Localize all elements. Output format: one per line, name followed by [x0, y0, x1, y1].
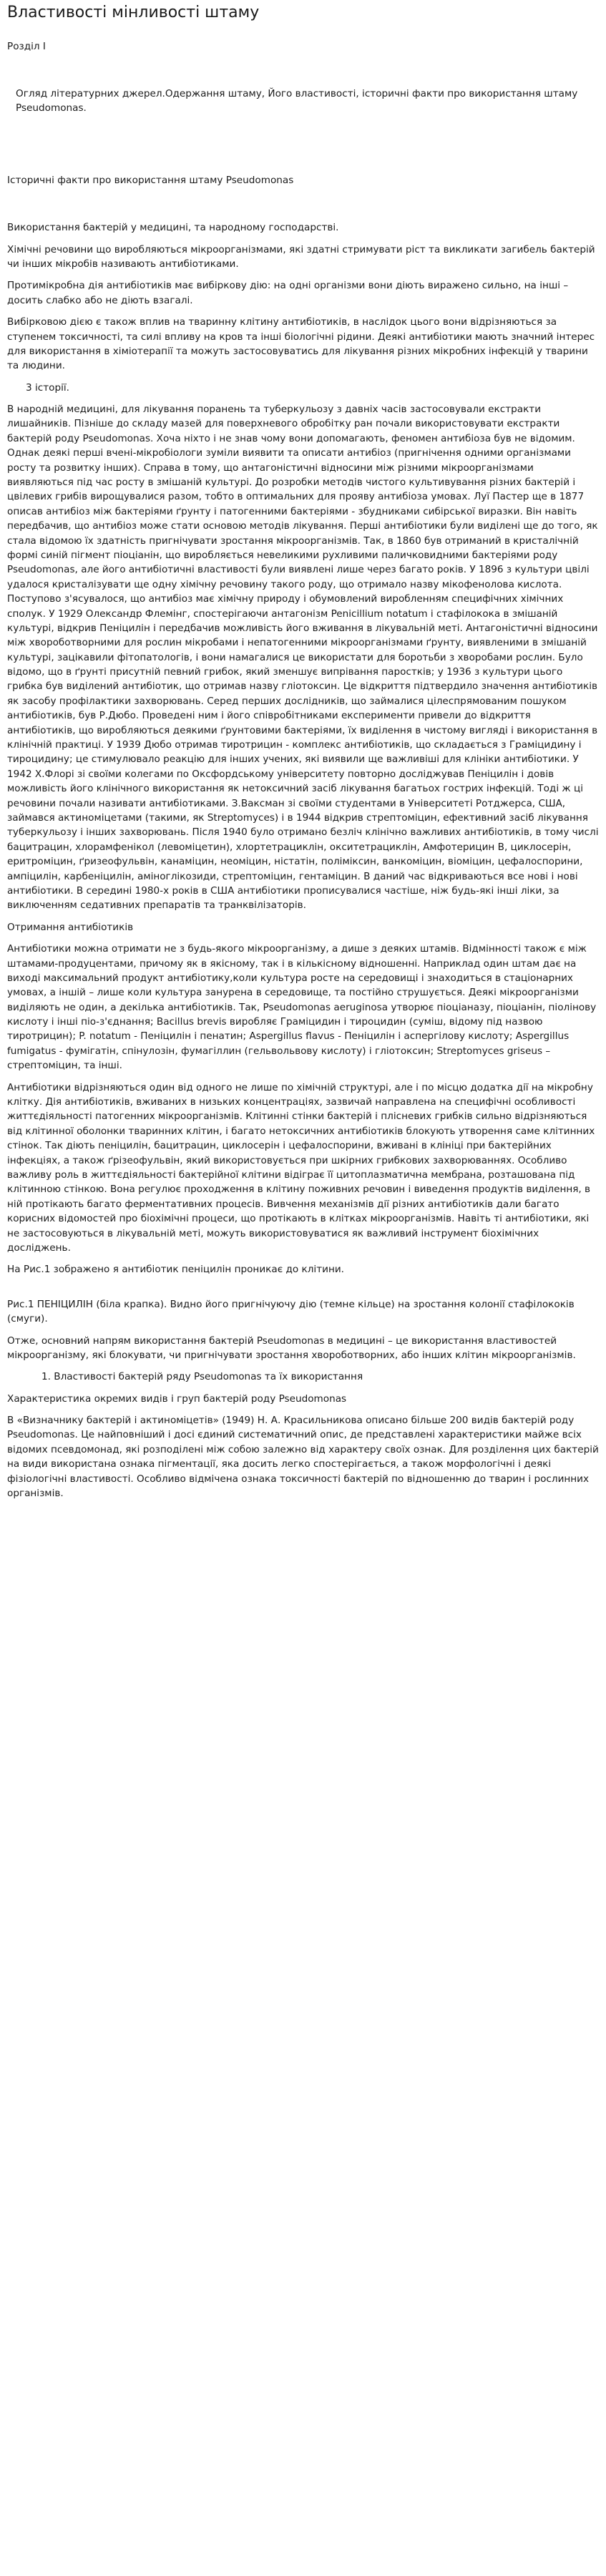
history-heading: Історичні факти про використання штаму Pseudomonas [7, 174, 294, 186]
paragraph-summary: Отже, основний напрям використання бактерій Pseudomonas в медицині – це використання властивостей мікроорганізму, які блокувати, чи пригнічувати зростання хвороботворних, або інших клітин мікроорганізмів. [7, 1335, 576, 1361]
list-item: 1. Властивості бактерій ряду Pseudomonas та їх використання [41, 1371, 363, 1383]
paragraph-selective-action: Протимікробна дія антибіотиків має вибіркову дію: на одні організми вони діють виражено сильно, на інші – досить слабко або не діють взагалі. [7, 280, 569, 306]
figure-reference: На Рис.1 зображено я антибіотик пеніцилін проникає до клітини. [7, 1264, 344, 1276]
characteristics-heading: Характеристика окремих видів і груп бактерій роду Pseudomonas [7, 1392, 347, 1405]
paragraph-characteristics: В «Визначнику бактерій і актиноміцетів» (1949) Н. А. Красильникова описано більше 200 видів бактерій роду Pseudomonas. Це найповніший і досі єдиний систематичний опис, де представлені характеристики майже всіх відомих псевдомонад, які розподілені між собою залежно від характеру своїх ознак. Для розділення цих бактерій на види використана ознака пігментації, яка досить легко спостерігається, а також морфологічні і деякі фізіологічні властивості. Особливо відмічена ознака токсичності бактерій по відношенню до тварин і рослинних організмів. [7, 1415, 599, 1500]
use-heading: Використання бактерій у медицині, та народному господарстві. [7, 222, 339, 234]
section-label: Розділ І [7, 40, 46, 52]
paragraph-obtaining: Антибіотики можна отримати не з будь-якого мікроорганізму, а дише з деяких штамів. Відмінності також є між штамами-продуцентами, причому як в якісному, так і в кількісному відношенні. Наприклад один штам дає на виході максимальний продукт антибіотику,коли культура росте на середовищі і знаходиться в стаціонарних умовах, а іншій – лише коли культура занурена в середовище, та постійно струшується. Деякі мікроорганізми виділяють не один, а декілька антибіотиків. Так, Pseudomonas aeruginosa утворює піоціаназу, піоціанін, піолінову кислоту і інші піо-з'єднання; Bacillus brevis виробляє Грамiцидин і тироцидин (суміш, відому під назвою тиротрицин); P. notatum - Пеніцилін і пенатин; Aspergillus flavus - Пеніцилін і аспергілову кислоту; Aspergillus fumigatus - фумігатін, спінулозін, фумагіллин (гельвольвову кислоту) і гліотоксин; Streptomyces griseus – стрептоміцин, та інші. [7, 943, 597, 1072]
history-label: 3 історії. [26, 381, 69, 394]
figure-caption: Рис.1 ПЕНІЦИЛІН (біла крапка). Видно його пригнічуючу дію (темне кільце) на зростання колонії стафілококів (смуги). [7, 1298, 575, 1325]
paragraph-mechanism: Антибіотики відрізняються один від одного не лише по хімічній структурі, але і по місцю додатка дії на мікробну клітку. Дія антибіотиків, вживаних в низьких концентраціях, зазвичай направлена на специфічні особливості життєдіяльності патогенних мікроорганізмів. Клітинні стінки бактерій і плісневих грибків сильно відрізняються від клітинної оболонки тваринних клітин, і багато нетоксичних антибіотиків блокують утворення саме клітинних стінок. Так діють пеніцилін, бацитрацин, циклосерін і цефалоспорини, вживані в клініці при бактерійних інфекціях, а також ґрізеофульвін, який використовується при шкірних грибкових захворюваннях. Особливо важливу роль в життєдіяльності бактерійної клітини відіграє її цитоплазматична мембрана, розташована під клітинною стінкою. Вона регулює проходження в клітину поживних речовин і виведення продуктів виділення, в ній протікають багато ферментативних процесів. Вивчення механізмів дії різних антибіотиків дали багато корисних відомостей про біохімічні процеси, що протікають в клітках мікроорганізмів. Навіть ті антибіотики, які не застосовуються в лікувальній меті, можуть використовуватися як важливий інструмент біохімічних досліджень. [7, 1081, 595, 1254]
paragraph-animal-cell-action: Вибірковою дією є також вплив на тваринну клітину антибіотиків, в наслідок цього вони відрізняються за ступенем токсичності, та силі впливу на кров та інші біологічні рідини. Деякі антибіотики мають значний інтерес для використання в хіміотерапії та можуть застосовуватись для лікування різних мікробних інфекцій у тварини та людини. [7, 316, 595, 372]
document-title: Властивості мінливості штаму [7, 4, 260, 21]
obtain-heading: Отримання антибіотиків [7, 921, 134, 933]
paragraph-history: В народній медицині, для лікування поранень та туберкульозу з давніх часів застосовували екстракти лишайників. Пізніше до складу мазей для поверхневого обробітку ран почали використовувати екстракти бактерій роду Pseudomonas. Хоча ніхто і не знав чому вони допомагають, феномен антибіоза був не відомим. Однак деякі перші вчені-мікробіологи зуміли виявити та описати антибіоз (пригнічення одними організмами росту та розвитку інших). Справа в тому, що антагоністичні відносини між різними мікроорганізмами виявляються під час росту в змішаній культурі. До розробки методів чистого культивування різних бактерій і цвілевих грибів вирощувалися разом, тобто в оптимальних для прояву антибіоза умовах. Луї Пастер ще в 1877 описав антибіоз між бактеріями ґрунту і патогенними бактеріями - збудниками сибірської виразки. Він навіть передбачив, що антибіоз може стати основою методів лікування. Перші антибіотики були виділені ще до того, як стала відомою їх здатність пригнічувати зростання мікроорганізмів. Так, в 1860 був отриманий в кристалічній формі синій пігмент піоціанін, що виробляється невеликими рухливими паличковидними бактеріями роду Pseudomonas, але його антибіотичні властивості були виявлені лише через багато років. У 1896 з культури цвілі удалося кристалізувати ще одну хімічну речовину такого роду, що отримало назву мікофенолова кислота. Поступово з'ясувалося, що антибіоз має хімічну природу і обумовлений виробленням специфічних хімічних сполук. У 1929 Олександр Флемінг, спостерігаючи антагонізм Penicillium notatum і стафілокока в змішаній культурі, відкрив Пеніцилін і передбачив можливість його вживання в лікувальній меті. Антагоністичні відносини між хвороботворними для рослин мікробами і непатогенними мікроорганізмами ґрунту, виявленими в змішаній культурі, зацікавили фітопатологів, і вони намагалися це використати для боротьби з хворобами рослин. Було відомо, що в ґрунті присутній певний грибок, який зменшує випрівання паростків; у 1936 з культури цього грибка був виділений антибіотик, що отримав назву гліотоксин. Це відкриття підтвердило значення антибіотиків як засобу профілактики захворювань. Серед перших дослідників, що займалися цілеспрямованим пошуком антибіотиків, був Р.Дюбо. Проведені ним і його співробітниками експерименти привели до відкриття антибіотиків, що виробляються деякими ґрунтовими бактеріями, їх виділення в чистому вигляді і використання в клінічній практиці. У 1939 Дюбо отримав тиротрицин - комплекс антибіотиків, що складається з Граміцидину і тироцидину; це стимулювало реакцію для інших учених, які виявили ще важливіші для клініки антибіотики. У 1942 Х.Флорі зі своїми колегами по Оксфордському університету повторно досліджував Пеніцилін і довів можливість його клінічного використання як нетоксичний засіб лікування багатьох гострих інфекцій. Тоді ж ці речовини почали називати антибіотиками. З.Ваксман зі своїми студентами в Університеті Ротджерса, США, займався актиноміцетами (такими, як Streptomyces) і в 1944 відкрив стрептоміцин, ефективний засіб лікування туберкульозу і інших захворювань. Після 1940 було отримано безліч клінічно важливих антибіотиків, в тому числі бацитрацин, хлорамфенікол (левоміцетин), хлортетрациклін, окситетрациклін, Амфотерицин В, циклосерін, еритроміцин, ґризеофульвін, канаміцин, неоміцин, ністатін, поліміксин, ванкоміцин, віоміцин, цефалоспорини, ампіцилін, карбеніцилін, аміноглікозиди, стрептоміцин, гентаміцин. В даний час відкриваються все нові і нові антибіотики. В середині 1980-х років в США антибіотики прописувалися частіше, ніж будь-які інші ліки, за виключенням седативних препаратів та транквілізаторів. [7, 404, 599, 912]
intro-paragraph: Огляд літературних джерел.Одержання штаму, Його властивості, історичні факти про використання штаму Pseudomonas. [16, 87, 578, 114]
paragraph-antibiotics-definition: Хімічні речовини що виробляються мікроорганізмами, які здатні стримувати ріст та викликати загибель бактерій чи інших мікробів називають антибіотиками. [7, 243, 595, 270]
